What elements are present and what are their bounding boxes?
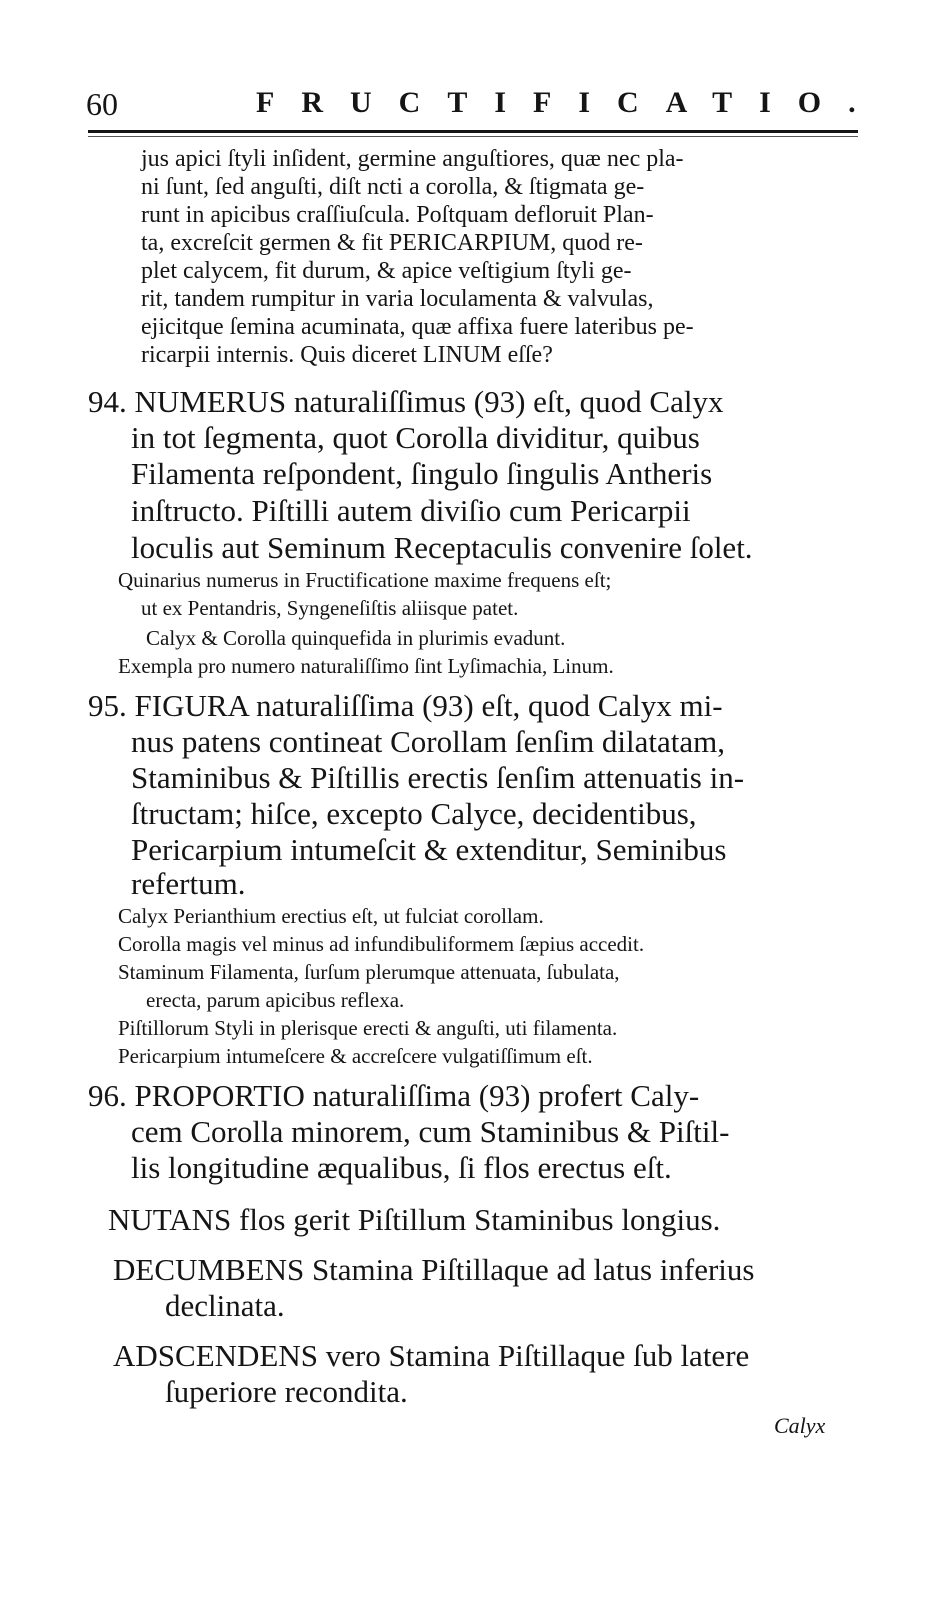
header-rule <box>88 130 858 133</box>
text-line: loculis aut Seminum Receptaculis convenire ſolet. <box>131 530 753 565</box>
note-line: Piſtillorum Styli in plerisque erecti & anguſti, uti filamenta. <box>118 1016 618 1040</box>
page-number: 60 <box>86 86 118 122</box>
section-96-heading: 96. PROPORTIO naturaliſſima (93) profert Caly- <box>88 1078 700 1113</box>
text-line: jus apici ſtyli inſident, germine anguſtiores, quæ nec pla- <box>141 146 684 172</box>
section-94-heading: 94. NUMERUS naturaliſſimus (93) eſt, quod Calyx <box>88 384 724 419</box>
text-line: NUTANS flos gerit Piſtillum Staminibus longius. <box>108 1202 721 1237</box>
section-95-heading: 95. FIGURA naturaliſſima (93) eſt, quod Calyx mi- <box>88 688 723 723</box>
text-line: Staminibus & Piſtillis erectis ſenſim attenuatis in- <box>131 760 745 795</box>
note-line: Staminum Filamenta, ſurſum plerumque attenuata, ſubulata, <box>118 960 620 984</box>
note-line: Calyx & Corolla quinquefida in plurimis evadunt. <box>146 626 566 650</box>
text-line: ADSCENDENS vero Stamina Piſtillaque ſub latere <box>113 1338 750 1373</box>
text-line: runt in apicibus craſſiuſcula. Poſtquam defloruit Plan- <box>141 202 654 228</box>
text-line: Filamenta reſpondent, ſingulo ſingulis Antheris <box>131 456 713 491</box>
text-line: ta, excreſcit germen & fit PERICARPIUM, quod re- <box>141 230 643 256</box>
page-header <box>86 86 883 128</box>
text-line: cem Corolla minorem, cum Staminibus & Piſtil- <box>131 1114 730 1149</box>
note-line: Corolla magis vel minus ad infundibuliformem ſæpius accedit. <box>118 932 645 956</box>
catchword: Calyx <box>774 1413 826 1438</box>
text-line: ſuperiore recondita. <box>165 1374 408 1409</box>
note-line: Calyx Perianthium erectius eſt, ut fulciat corollam. <box>118 904 544 928</box>
text-line: ejicitque ſemina acuminata, quæ affixa fuere lateribus pe- <box>141 314 694 340</box>
text-line: Pericarpium intumeſcit & extenditur, Seminibus <box>131 832 727 867</box>
note-line: ut ex Pentandris, Syngeneſiſtis aliisque patet. <box>141 596 519 620</box>
running-title: FRUCTIFICATIO. <box>256 86 883 119</box>
text-line: lis longitudine æqualibus, ſi flos erectus eſt. <box>131 1150 672 1185</box>
text-line: DECUMBENS Stamina Piſtillaque ad latus inferius <box>113 1252 755 1287</box>
text-line: ni ſunt, ſed anguſti, diſt ncti a corolla, & ſtigmata ge- <box>141 174 645 200</box>
text-line: in tot ſegmenta, quot Corolla dividitur, quibus <box>131 420 700 455</box>
note-line: Quinarius numerus in Fructificatione maxime frequens eſt; <box>118 568 612 592</box>
text-line: plet calycem, fit durum, & apice veſtigium ſtyli ge- <box>141 258 632 284</box>
text-line: ſtructam; hiſce, excepto Calyce, decidentibus, <box>131 796 697 831</box>
note-line: erecta, parum apicibus reflexa. <box>146 988 405 1012</box>
header-rule-thin <box>88 136 858 137</box>
text-line: declinata. <box>165 1288 285 1323</box>
text-line: refertum. <box>131 866 246 901</box>
note-line: Pericarpium intumeſcere & accreſcere vulgatiſſimum eſt. <box>118 1044 593 1068</box>
note-line: Exempla pro numero naturaliſſimo ſint Lyſimachia, Linum. <box>118 654 614 678</box>
text-line: rit, tandem rumpitur in varia loculamenta & valvulas, <box>141 286 654 312</box>
text-line: ricarpii internis. Quis diceret LINUM eſſe? <box>141 342 553 368</box>
text-line: nus patens contineat Corollam ſenſim dilatatam, <box>131 724 726 759</box>
text-line: inſtructo. Piſtilli autem diviſio cum Pericarpii <box>131 493 691 528</box>
